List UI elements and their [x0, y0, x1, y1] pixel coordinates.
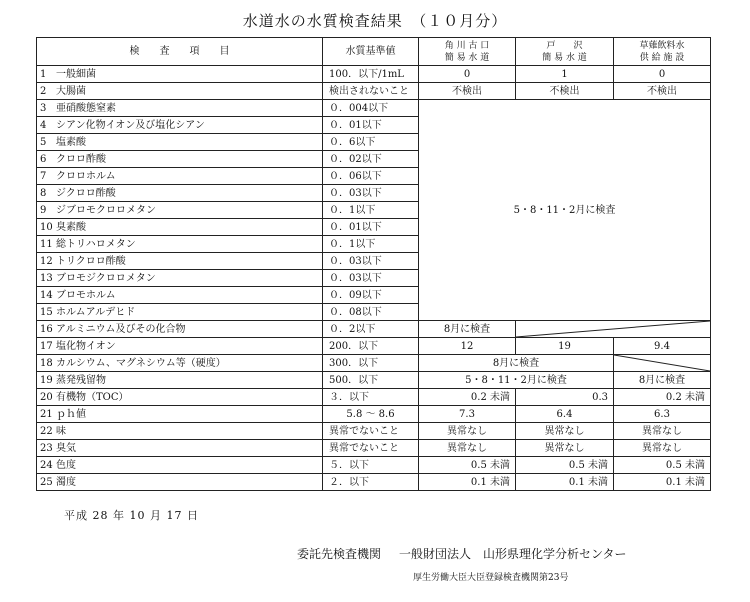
registration-number: 厚生労働大臣大臣登録検査機関第23号	[413, 573, 569, 583]
item-name: 一般細菌	[56, 68, 96, 80]
header-col3-line1: 草薙飲料水	[639, 40, 685, 51]
item-number: 4	[40, 119, 47, 131]
value-kusanagi: 8月に検査	[614, 372, 711, 389]
standard-value: ０．08以下	[323, 304, 419, 321]
table-row	[37, 457, 711, 474]
value-kusanagi: 0.1 未満	[614, 474, 711, 491]
standard-value: ０．01以下	[323, 219, 419, 236]
item-name: クロロホルム	[56, 170, 116, 182]
water-quality-table	[36, 37, 711, 491]
item-number: 23	[40, 442, 53, 454]
item-name-cell	[37, 168, 323, 185]
item-name-cell	[37, 406, 323, 423]
standard-value: ０．02以下	[323, 151, 419, 168]
item-name: ジクロロ酢酸	[56, 187, 116, 199]
item-name: 味	[56, 425, 66, 437]
item-number: 2	[40, 85, 47, 97]
standard-value: 異常でないこと	[323, 440, 419, 457]
header-col1-line1: 角 川 古 口	[444, 40, 490, 51]
table-row	[37, 440, 711, 457]
item-number: 13	[40, 272, 53, 284]
table-header-row	[37, 38, 711, 66]
diagonal-slash	[516, 321, 710, 337]
standard-value: ０．03以下	[323, 185, 419, 202]
item-name-cell	[37, 134, 323, 151]
item-number: 22	[40, 425, 53, 437]
standard-value: 5.8 ～ 8.6	[323, 406, 419, 423]
table-row	[37, 83, 711, 100]
item-name-cell	[37, 287, 323, 304]
value-kusanagi: 0	[614, 66, 711, 83]
value-tozawa: 異常なし	[516, 440, 614, 457]
table-row	[37, 100, 711, 117]
item-number: 15	[40, 306, 53, 318]
value-tozawa: 19	[516, 338, 614, 355]
item-name: シアン化物イオン及び塩化シアン	[56, 119, 205, 131]
standard-value: 異常でないこと	[323, 423, 419, 440]
item-name: ｐｈ値	[56, 408, 86, 420]
value-kusanagi: 異常なし	[614, 440, 711, 457]
item-number: 1	[40, 68, 47, 80]
item-number: 6	[40, 153, 47, 165]
item-name: ホルムアルデヒド	[56, 306, 136, 318]
value-kakugawa: 0.5 未満	[419, 457, 516, 474]
value-kusanagi: 6.3	[614, 406, 711, 423]
table-row	[37, 406, 711, 423]
item-number: 9	[40, 204, 47, 216]
value-kakugawa: 異常なし	[419, 440, 516, 457]
item-name-cell	[37, 304, 323, 321]
item-name-cell	[37, 185, 323, 202]
item-name: 塩素酸	[56, 136, 86, 148]
item-name: クロロ酢酸	[56, 153, 106, 165]
item-name: カルシウム、マグネシウム等（硬度）	[56, 357, 226, 369]
item-name-cell	[37, 372, 323, 389]
standard-value: ０．03以下	[323, 270, 419, 287]
value-tozawa: 1	[516, 66, 614, 83]
value-kusanagi: 不検出	[614, 83, 711, 100]
standard-value: ０．03以下	[323, 253, 419, 270]
standard-value: ０．06以下	[323, 168, 419, 185]
standard-value: ０．1以下	[323, 202, 419, 219]
value-tozawa: 6.4	[516, 406, 614, 423]
standard-value: ０．01以下	[323, 117, 419, 134]
value-tozawa: 不検出	[516, 83, 614, 100]
item-number: 19	[40, 374, 53, 386]
item-number: 10	[40, 221, 53, 233]
standard-value: ５．以下	[323, 457, 419, 474]
item-name: 亜硝酸態窒素	[56, 102, 116, 114]
org-label: 委託先検査機関	[297, 547, 382, 561]
standard-value: 100．以下/1mL	[323, 66, 419, 83]
value-tozawa: 0.5 未満	[516, 457, 614, 474]
header-item-label: 検 査 項 目	[129, 45, 230, 57]
table-row	[37, 474, 711, 491]
item-name-cell	[37, 321, 323, 338]
item-number: 21	[40, 408, 53, 420]
item-number: 7	[40, 170, 47, 182]
value-kusanagi: 9.4	[614, 338, 711, 355]
value-kusanagi: 0.2 未満	[614, 389, 711, 406]
item-name: 濁度	[56, 476, 76, 488]
item-name: アルミニウム及びその化合物	[56, 323, 186, 335]
item-name: 臭素酸	[56, 221, 86, 233]
value-kakugawa: 不検出	[419, 83, 516, 100]
item-number: 12	[40, 255, 53, 267]
report-date: 平成 28 年 10 月 17 日	[64, 509, 199, 522]
value-kakugawa: 12	[419, 338, 516, 355]
item-number: 11	[40, 238, 53, 250]
value-merged: 8月に検査	[419, 355, 614, 372]
header-col2-line2: 簡 易 水 道	[542, 52, 587, 63]
value-kakugawa: 異常なし	[419, 423, 516, 440]
item-number: 24	[40, 459, 53, 471]
item-name-cell	[37, 117, 323, 134]
item-name-cell	[37, 389, 323, 406]
value-tozawa: 0.1 未満	[516, 474, 614, 491]
item-name: 蒸発残留物	[56, 374, 106, 386]
item-name: 総トリハロメタン	[56, 238, 136, 250]
item-name-cell	[37, 457, 323, 474]
page-title: 水道水の水質検査結果 （１０月分）	[242, 12, 508, 30]
standard-value: ２．以下	[323, 474, 419, 491]
item-number: 20	[40, 391, 53, 403]
header-col2	[516, 38, 614, 66]
item-number: 5	[40, 136, 47, 148]
header-col3	[614, 38, 711, 66]
item-name-cell	[37, 202, 323, 219]
standard-value: 検出されないこと	[323, 83, 419, 100]
item-number: 18	[40, 357, 53, 369]
item-name: 有機物（TOC）	[56, 391, 129, 403]
item-name-cell	[37, 151, 323, 168]
value-kakugawa: 8月に検査	[419, 321, 516, 338]
table-row	[37, 372, 711, 389]
header-standard: 水質基準値	[323, 38, 419, 66]
item-name-cell	[37, 66, 323, 83]
item-name-cell	[37, 423, 323, 440]
value-kakugawa: 0	[419, 66, 516, 83]
item-name-cell	[37, 83, 323, 100]
org-name: 一般財団法人 山形県理化学分析センター	[399, 547, 627, 561]
header-col1	[419, 38, 516, 66]
table-row	[37, 321, 711, 338]
standard-value: 500．以下	[323, 372, 419, 389]
diagonal-slash	[614, 355, 710, 371]
merged-inspection-note: 5・8・11・2月に検査	[419, 100, 711, 321]
item-name: ブロモホルム	[56, 289, 116, 301]
item-number: 8	[40, 187, 47, 199]
standard-value: ０．6以下	[323, 134, 419, 151]
item-name: ブロモジクロロメタン	[56, 272, 156, 284]
item-name-cell	[37, 253, 323, 270]
value-kakugawa: 7.3	[419, 406, 516, 423]
value-kakugawa: 0.2 未満	[419, 389, 516, 406]
item-name: 大腸菌	[56, 85, 86, 97]
value-kakugawa: 0.1 未満	[419, 474, 516, 491]
item-number: 14	[40, 289, 53, 301]
item-name: 塩化物イオン	[56, 340, 116, 352]
value-tozawa: 0.3	[516, 389, 614, 406]
item-name-cell	[37, 338, 323, 355]
na-cell	[614, 355, 711, 372]
table-row	[37, 66, 711, 83]
item-name: ジブロモクロロメタン	[56, 204, 156, 216]
table-row	[37, 389, 711, 406]
header-item	[37, 38, 323, 66]
item-name-cell	[37, 236, 323, 253]
table-row	[37, 355, 711, 372]
inspection-organization	[297, 545, 645, 562]
item-name: 色度	[56, 459, 76, 471]
standard-value: ０．2以下	[323, 321, 419, 338]
table-row	[37, 338, 711, 355]
na-cell	[516, 321, 711, 338]
item-name-cell	[37, 355, 323, 372]
item-name-cell	[37, 474, 323, 491]
table-row	[37, 423, 711, 440]
standard-value: ３．以下	[323, 389, 419, 406]
standard-value: 200．以下	[323, 338, 419, 355]
item-number: 17	[40, 340, 53, 352]
standard-value: ０．004以下	[323, 100, 419, 117]
item-name: トリクロロ酢酸	[56, 255, 126, 267]
item-name: 臭気	[56, 442, 76, 454]
header-col3-line2: 供 給 施 設	[639, 52, 685, 63]
item-number: 3	[40, 102, 47, 114]
standard-value: ０．09以下	[323, 287, 419, 304]
item-name-cell	[37, 219, 323, 236]
header-col2-line1: 戸 沢	[546, 40, 583, 51]
item-name-cell	[37, 100, 323, 117]
header-col1-line2: 簡 易 水 道	[444, 52, 490, 63]
item-number: 25	[40, 476, 53, 488]
standard-value: 300．以下	[323, 355, 419, 372]
value-tozawa: 異常なし	[516, 423, 614, 440]
item-name-cell	[37, 440, 323, 457]
item-name-cell	[37, 270, 323, 287]
value-kusanagi: 0.5 未満	[614, 457, 711, 474]
value-merged: 5・8・11・2月に検査	[419, 372, 614, 389]
value-kusanagi: 異常なし	[614, 423, 711, 440]
standard-value: ０．1以下	[323, 236, 419, 253]
item-number: 16	[40, 323, 53, 335]
